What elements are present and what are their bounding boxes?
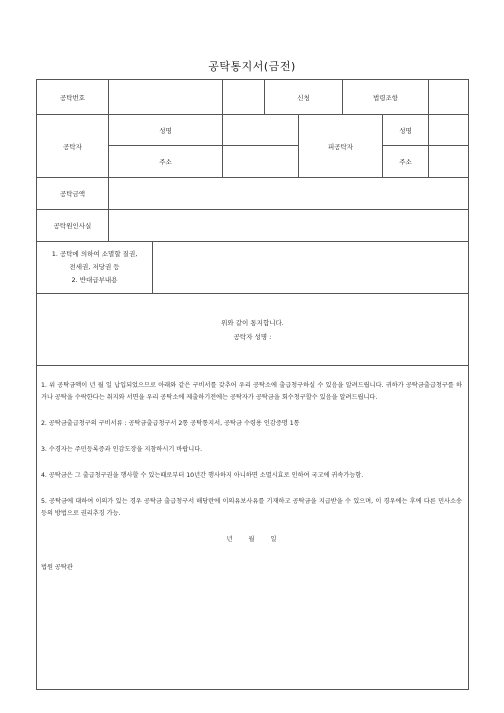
date-line: 년 월 일: [226, 536, 277, 543]
notice-line-1: 위와 같이 통지합니다.: [221, 318, 284, 327]
instruction-5: 5. 공탁금에 대하여 이의가 있는 경우 공탁금 출급청구서 해당란에 이의유보사유를 기재하고 공탁금을 지급받을 수 있으며, 이 경우에는 후에 다른 민사소송등의 방법으로 권리추징 가능.: [41, 498, 462, 517]
instructions-box: [37, 366, 469, 690]
extinguished-items-field[interactable]: [153, 242, 469, 294]
depositee-address-field[interactable]: [429, 146, 469, 178]
extinguished-item-line-2: 전세권, 저당권 등: [69, 263, 120, 271]
amount-label: 공탁금액: [37, 178, 109, 210]
depositee-name-label: 성명: [383, 115, 429, 146]
notice-box: [37, 294, 469, 366]
deposit-no-label: 공탁번호: [37, 80, 109, 115]
document-title: 공탁통지서(금전): [208, 60, 296, 73]
extinguished-item-line-3: 2. 반대급부내용: [71, 276, 118, 284]
cause-field[interactable]: [109, 210, 469, 242]
statute-label: 법령조항: [343, 80, 429, 115]
notice-line-2: 공탁자 성명 :: [233, 332, 272, 341]
depositor-address-field[interactable]: [223, 146, 299, 178]
instruction-3: 3. 수경자는 주민등록증과 인감도장을 지참하시기 바랍니다.: [41, 446, 203, 453]
depositee-name-field[interactable]: [429, 115, 469, 146]
deposit-notice-form: [36, 79, 469, 690]
deposit-no-field[interactable]: [109, 80, 223, 115]
depositee-label: 피공탁자: [299, 115, 383, 178]
depositor-name-field[interactable]: [223, 115, 299, 146]
depositor-address-label: 주소: [109, 146, 223, 178]
instruction-4: 4. 공탁금은 그 출급청구권을 행사할 수 있는때로부터 10년간 행사하지 아니하면 소멸시효로 인하여 국고에 귀속가능함.: [41, 472, 364, 479]
applicant-label: 신청: [265, 80, 343, 115]
extinguished-items-label: [37, 242, 153, 294]
court-depositary-label: 법원 공탁관: [41, 564, 73, 571]
depositor-name-label: 성명: [109, 115, 223, 146]
cause-label: 공탁원인사실: [37, 210, 109, 242]
amount-field[interactable]: [109, 178, 469, 210]
depositee-address-label: 주소: [383, 146, 429, 178]
instruction-2: 2. 공탁금출급청구의 구비서류 : 공탁금출급청구서 2통 공탁통지서, 공탁금 수령용 인감증명 1통: [41, 420, 300, 427]
extinguished-item-line-1: 1. 공탁에 의하여 소멸할 질권,: [51, 250, 138, 258]
depositor-label: 공탁자: [37, 115, 109, 178]
instruction-1: 1. 위 공탁금액이 년 월 일 납입되었으므로 아래와 같은 구비서를 갖추어 우리 공탁소에 출급청구하실 수 있음을 알려드립니다. 귀하가 공탁금출급청구를 하거나 공탁을 수락한다는 취지와 서면을 우리 공탁소에 제출하기전에는 공탁자가 공탁금을 회수청구할수 있음을 알려드립니다.: [41, 382, 462, 401]
statute-field[interactable]: [429, 80, 469, 115]
applicant-field[interactable]: [223, 80, 265, 115]
